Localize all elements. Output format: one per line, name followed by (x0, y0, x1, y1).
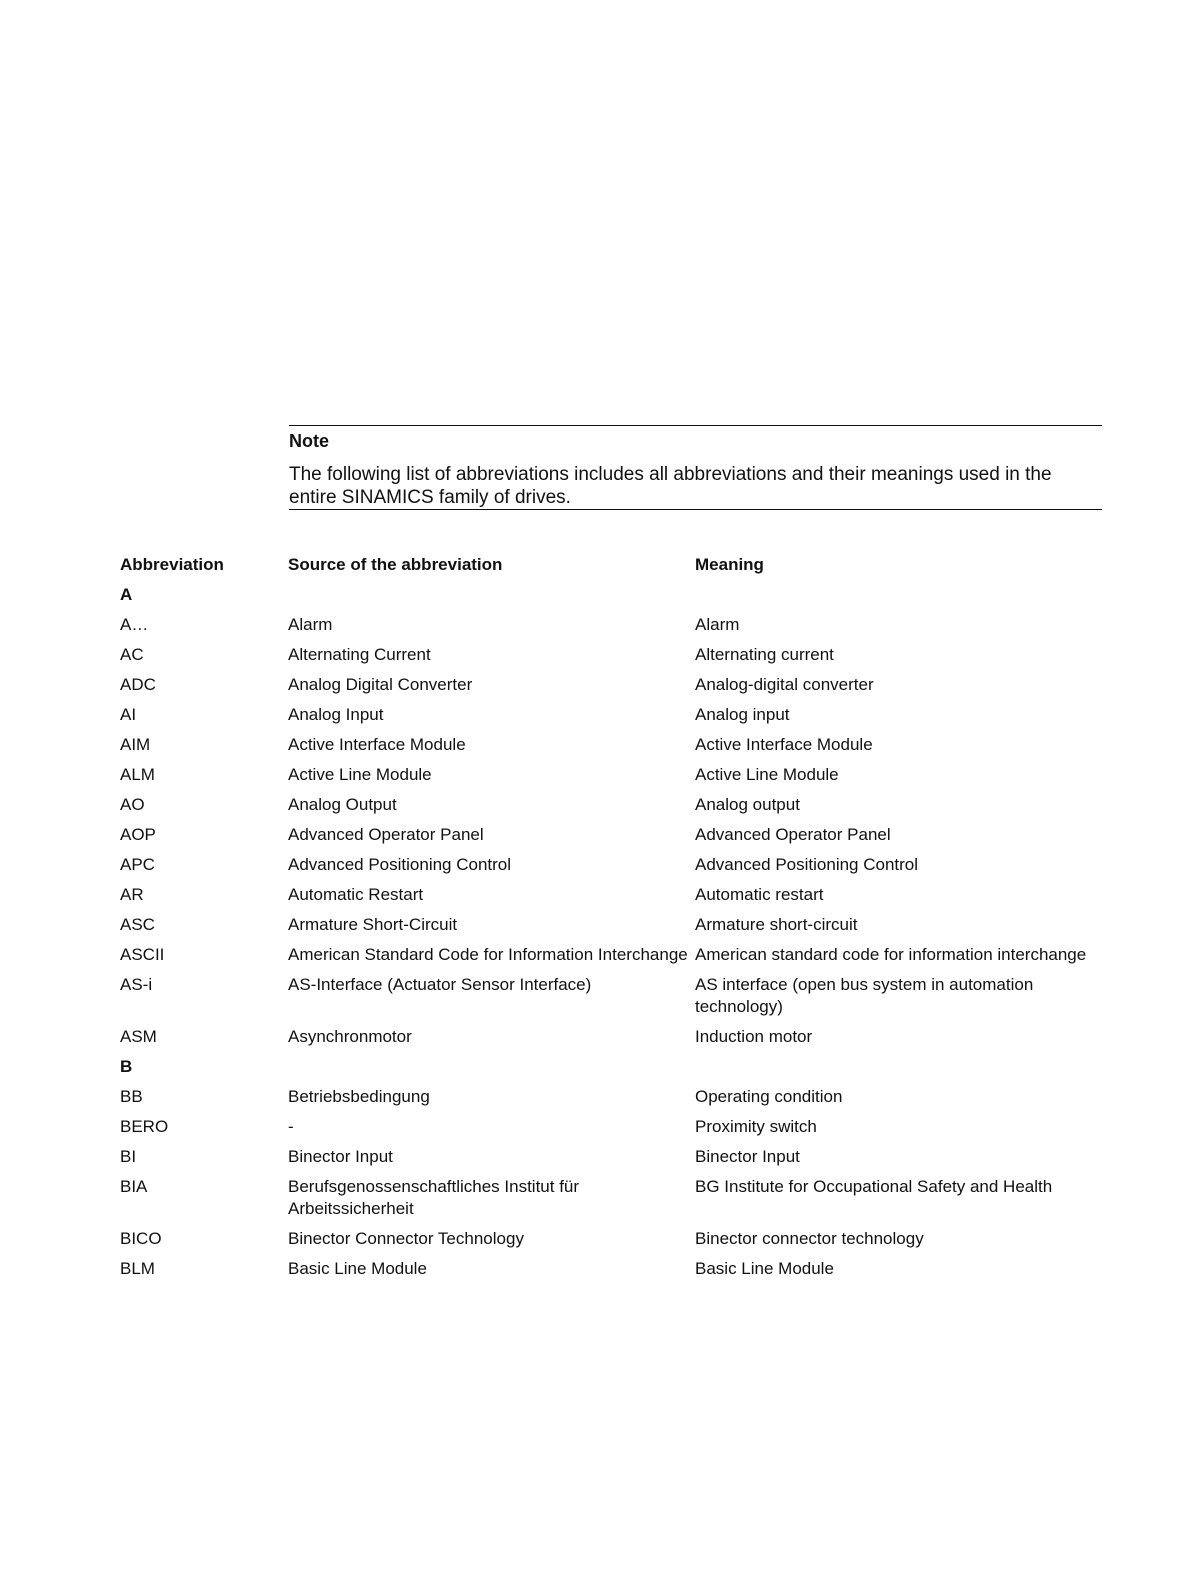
table-row (120, 1254, 1110, 1284)
table-row (120, 790, 1110, 820)
meaning-cell: AS interface (open bus system in automation technology) (695, 975, 1034, 1016)
meaning-cell: Analog output (695, 795, 800, 814)
abbreviation-cell: AS-i (120, 975, 153, 994)
source-cell: Berufsgenossenschaftliches Institut für Arbeitssicherheit (288, 1177, 580, 1218)
source-cell: - (288, 1117, 294, 1136)
meaning-cell: Binector Input (695, 1147, 800, 1166)
section-letter-row (120, 580, 1110, 610)
source-cell: Analog Input (288, 705, 384, 724)
table-row (120, 760, 1110, 790)
note-text: The following list of abbreviations includes all abbreviations and their meanings used in the entire SINAMICS family of drives. (289, 464, 1052, 508)
abbreviation-cell: BB (120, 1087, 143, 1106)
meaning-cell: Armature short-circuit (695, 915, 858, 934)
source-cell: Advanced Positioning Control (288, 855, 512, 874)
table-row (120, 880, 1110, 910)
source-cell: Alarm (288, 615, 333, 634)
meaning-cell: Automatic restart (695, 885, 824, 904)
abbreviation-cell: BI (120, 1147, 137, 1166)
table-row (120, 730, 1110, 760)
table-row (120, 640, 1110, 670)
meaning-cell: Alarm (695, 615, 740, 634)
table-row (120, 1224, 1110, 1254)
abbreviation-table (120, 548, 1110, 1284)
source-cell: Asynchronmotor (288, 1027, 412, 1046)
table-row (120, 1022, 1110, 1052)
meaning-cell: American standard code for information interchange (695, 945, 1087, 964)
header-abbreviation: Abbreviation (120, 555, 224, 574)
abbreviation-cell: ADC (120, 675, 156, 694)
meaning-cell: Operating condition (695, 1087, 843, 1106)
note-box (289, 425, 1102, 510)
abbreviation-cell: AI (120, 705, 137, 724)
abbreviation-cell: APC (120, 855, 155, 874)
section-letter: A (120, 585, 133, 604)
section-letter-row (120, 1052, 1110, 1082)
abbreviation-cell: BICO (120, 1229, 162, 1248)
meaning-cell: Induction motor (695, 1027, 813, 1046)
meaning-cell: BG Institute for Occupational Safety and Health (695, 1177, 1053, 1196)
source-cell: Active Line Module (288, 765, 432, 784)
abbreviation-cell: ALM (120, 765, 155, 784)
abbreviation-cell: ASC (120, 915, 155, 934)
header-meaning: Meaning (695, 555, 764, 574)
meaning-cell: Active Line Module (695, 765, 839, 784)
abbreviation-cell: A… (120, 615, 149, 634)
meaning-cell: Advanced Positioning Control (695, 855, 919, 874)
meaning-cell: Advanced Operator Panel (695, 825, 891, 844)
meaning-cell: Basic Line Module (695, 1259, 834, 1278)
table-body (120, 580, 1110, 1284)
table-row (120, 940, 1110, 970)
source-cell: Analog Digital Converter (288, 675, 473, 694)
table-row (120, 1142, 1110, 1172)
abbreviation-cell: BERO (120, 1117, 169, 1136)
source-cell: Basic Line Module (288, 1259, 427, 1278)
source-cell: Binector Input (288, 1147, 393, 1166)
source-cell: Active Interface Module (288, 735, 466, 754)
abbreviation-cell: ASCII (120, 945, 165, 964)
abbreviation-cell: ASM (120, 1027, 157, 1046)
meaning-cell: Alternating current (695, 645, 834, 664)
table-row (120, 670, 1110, 700)
header-source: Source of the abbreviation (288, 555, 503, 574)
source-cell: Armature Short-Circuit (288, 915, 458, 934)
table-row (120, 1082, 1110, 1112)
table-row (120, 970, 1110, 1022)
abbreviation-cell: AOP (120, 825, 156, 844)
note-title: Note (289, 431, 329, 451)
abbreviation-cell: BIA (120, 1177, 148, 1196)
table-row (120, 850, 1110, 880)
source-cell: Betriebsbedingung (288, 1087, 430, 1106)
source-cell: Alternating Current (288, 645, 431, 664)
source-cell: Automatic Restart (288, 885, 424, 904)
meaning-cell: Active Interface Module (695, 735, 873, 754)
meaning-cell: Analog input (695, 705, 790, 724)
abbreviation-cell: AR (120, 885, 144, 904)
table-row (120, 1172, 1110, 1224)
table-row (120, 610, 1110, 640)
abbreviation-cell: BLM (120, 1259, 155, 1278)
abbreviation-cell: AC (120, 645, 144, 664)
meaning-cell: Analog-digital converter (695, 675, 874, 694)
abbreviation-cell: AIM (120, 735, 151, 754)
section-letter: B (120, 1057, 133, 1076)
table-row (120, 910, 1110, 940)
source-cell: AS-Interface (Actuator Sensor Interface) (288, 975, 592, 994)
abbreviation-cell: AO (120, 795, 145, 814)
table-row (120, 820, 1110, 850)
table-row (120, 1112, 1110, 1142)
source-cell: Analog Output (288, 795, 397, 814)
meaning-cell: Proximity switch (695, 1117, 817, 1136)
source-cell: American Standard Code for Information Interchange (288, 945, 688, 964)
meaning-cell: Binector connector technology (695, 1229, 924, 1248)
source-cell: Binector Connector Technology (288, 1229, 524, 1248)
table-row (120, 700, 1110, 730)
source-cell: Advanced Operator Panel (288, 825, 484, 844)
table-header-row (120, 548, 1110, 580)
